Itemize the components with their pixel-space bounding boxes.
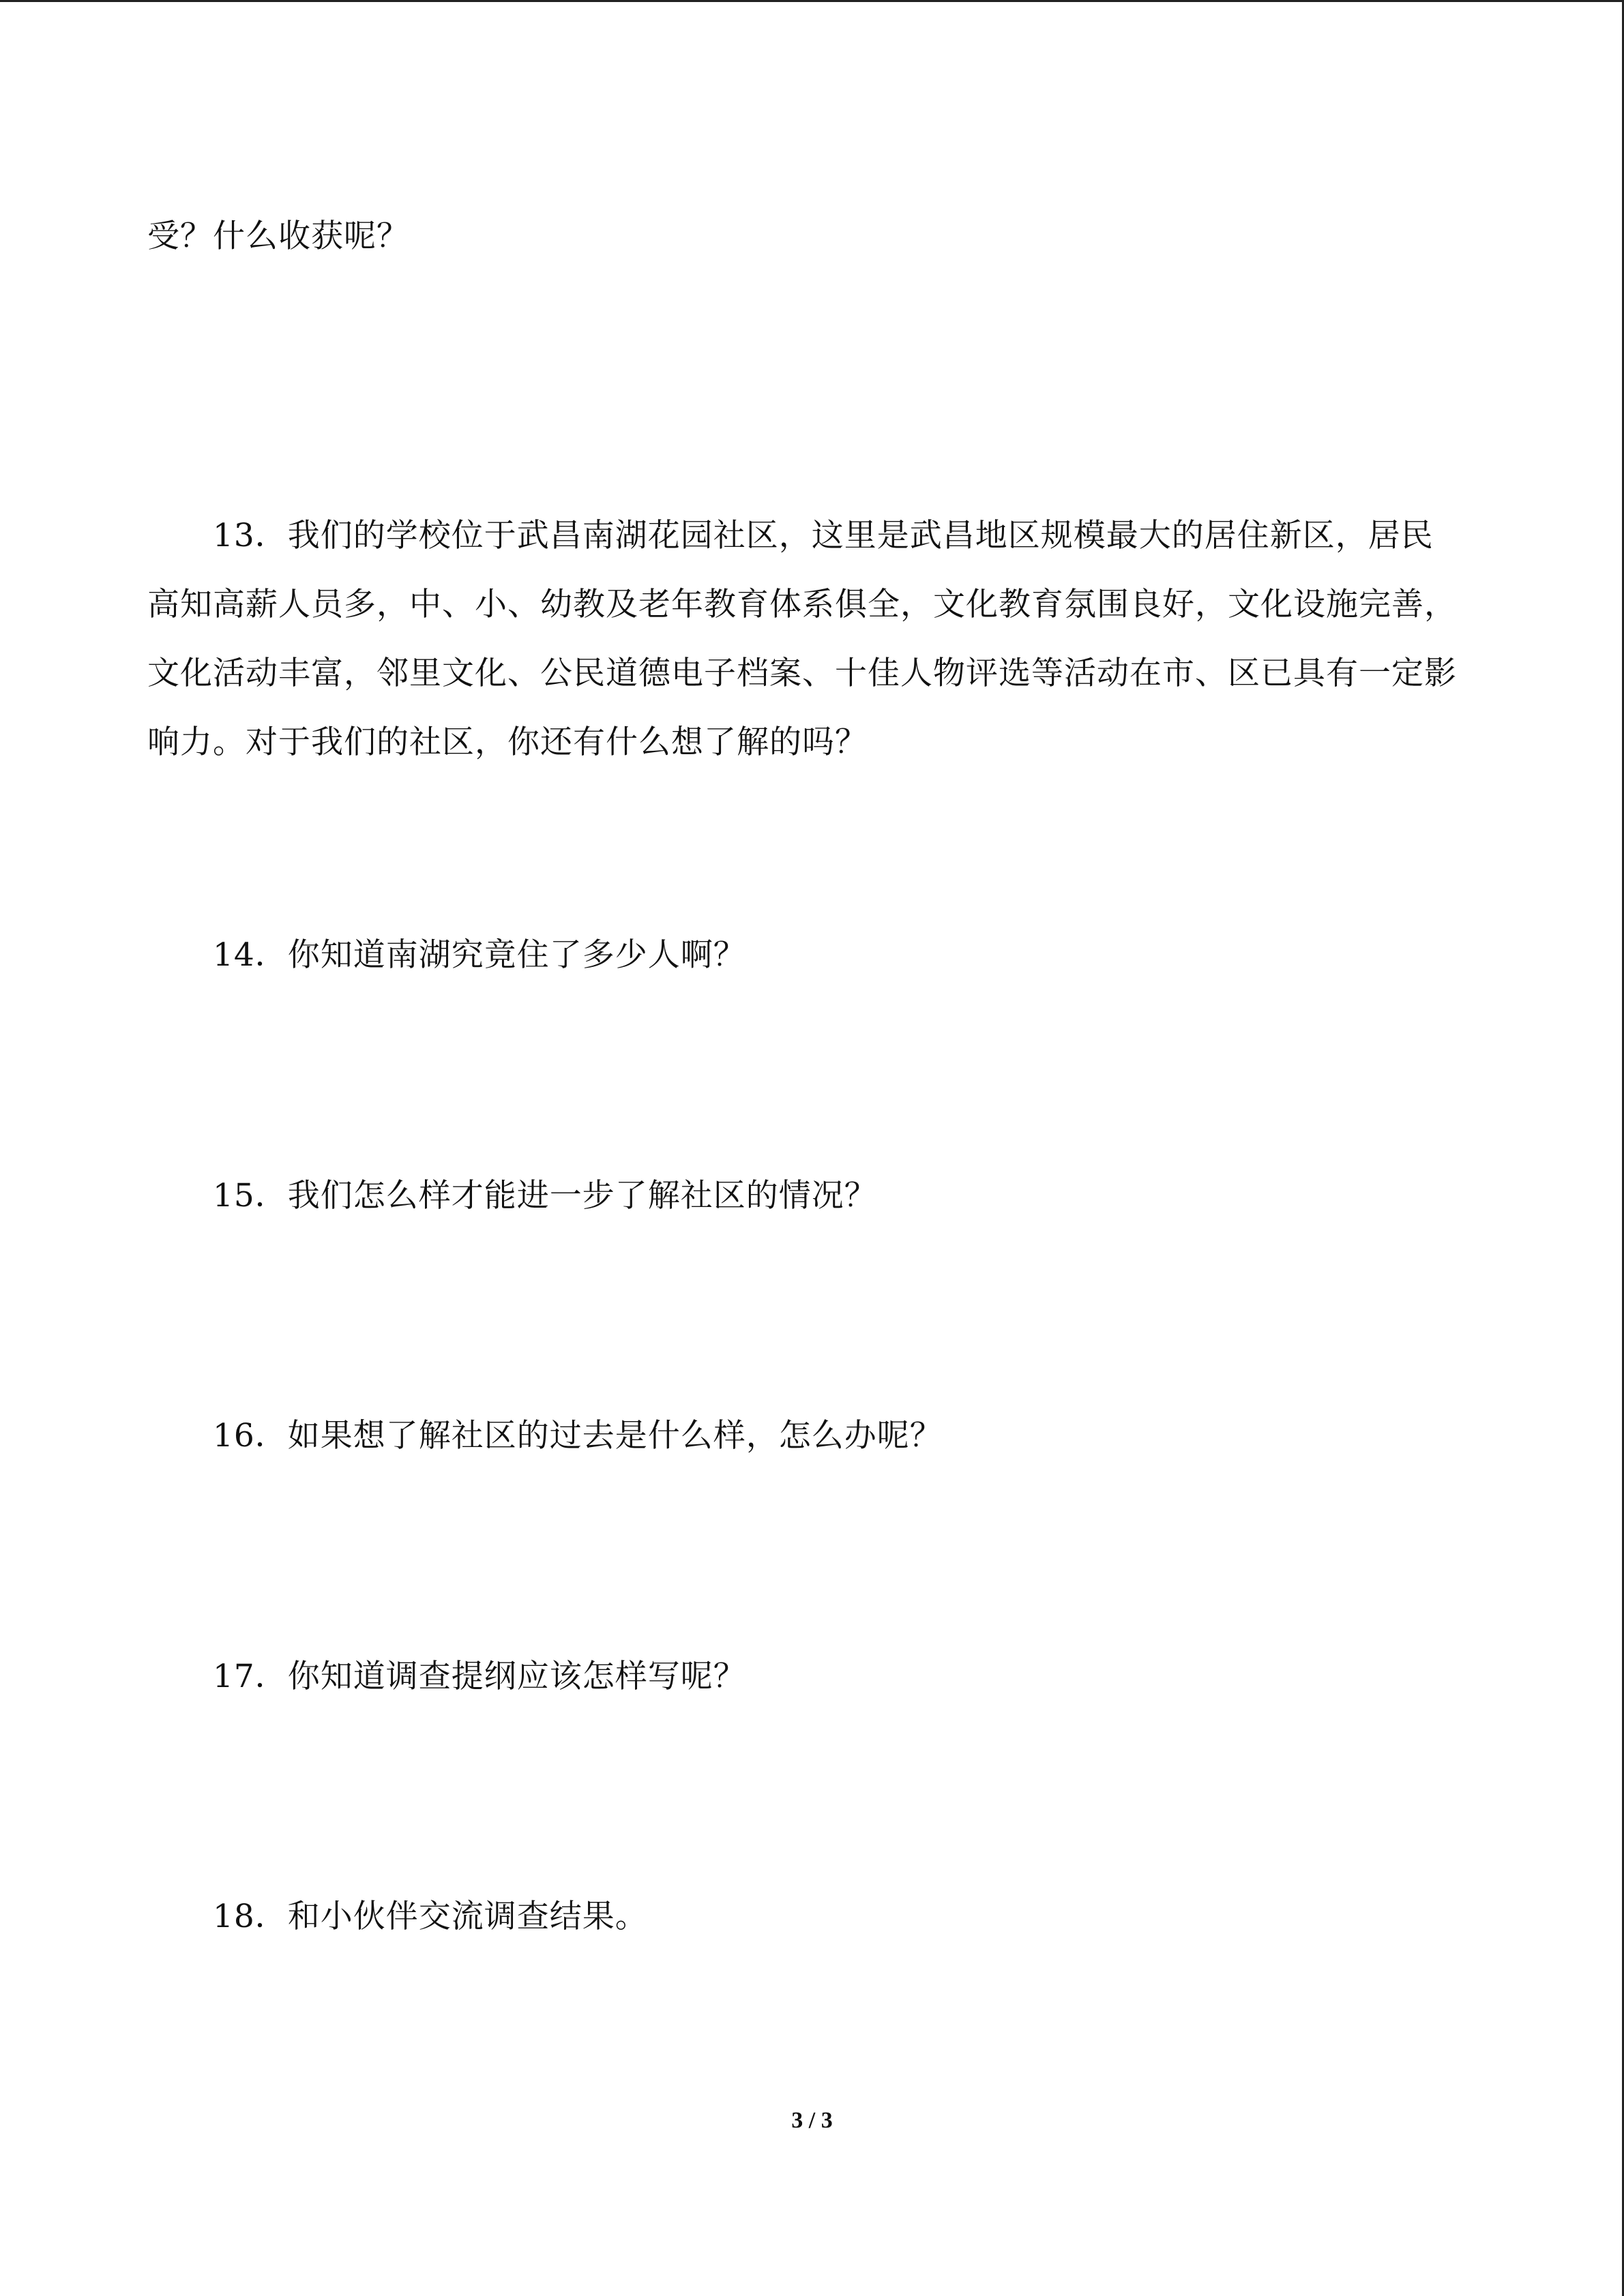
page-top-border bbox=[0, 0, 1624, 2]
question-14: 14．你知道南湖究竟住了多少人啊？ bbox=[213, 936, 746, 974]
question-15: 15．我们怎么样才能进一步了解社区的情况？ bbox=[213, 1177, 877, 1214]
page-number: 3 / 3 bbox=[791, 2108, 833, 2133]
question-16: 16．如果想了解社区的过去是什么样，怎么办呢？ bbox=[213, 1417, 943, 1455]
continuation-text: 受？什么收获呢？ bbox=[147, 218, 409, 255]
question-18: 18．和小伙伴交流调查结果。 bbox=[213, 1898, 648, 1935]
question-13: 13．我们的学校位于武昌南湖花园社区，这里是武昌地区规模最大的居住新区，居民高知高薪人员多，中、小、幼教及老年教育体系俱全，文化教育氛围良好，文化设施完善，文化活动丰富，邻里文化、公民道德电子档案、十佳人物评选等活动在市、区已具有一定影响力。对于我们的社区，你还有什么想了解的吗？ bbox=[147, 517, 1457, 761]
question-17: 17．你知道调查提纲应该怎样写呢？ bbox=[213, 1658, 746, 1695]
